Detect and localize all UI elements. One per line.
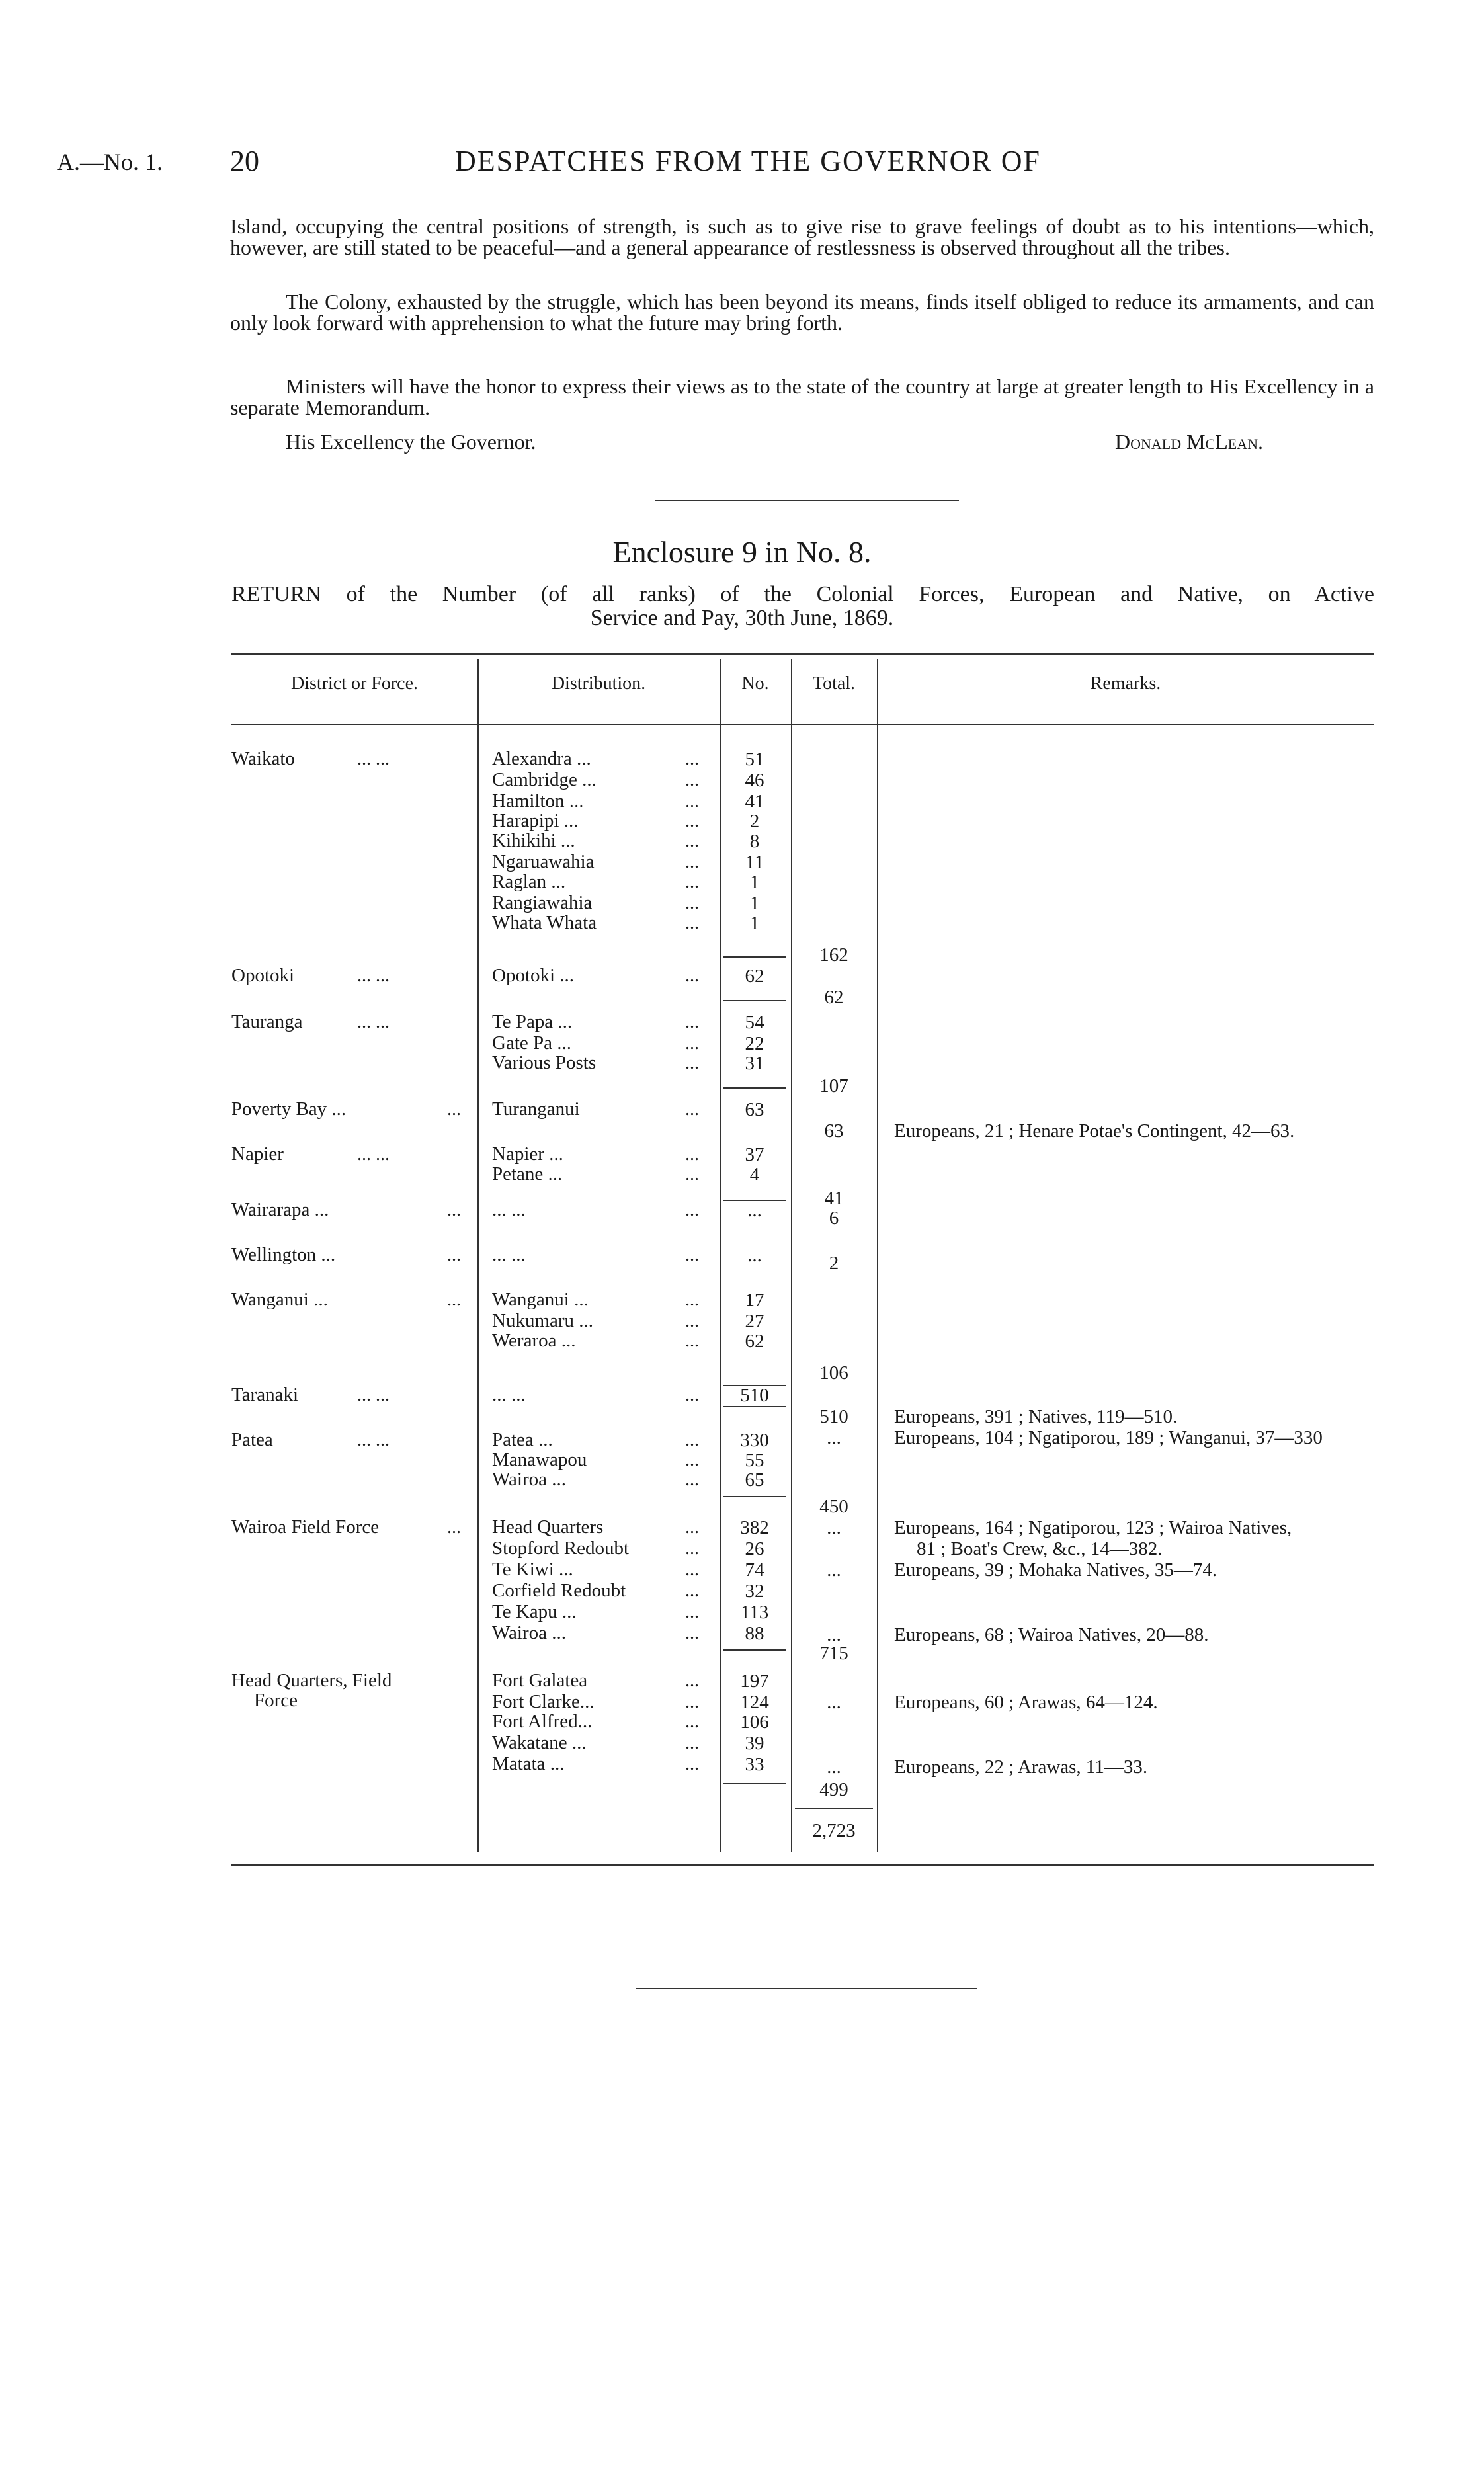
- page-number: 20: [230, 145, 259, 177]
- distribution-count: 1: [749, 913, 760, 934]
- distribution-place: Patea ...: [492, 1429, 553, 1450]
- distribution-count: 62: [745, 1331, 764, 1352]
- total-value: ...: [827, 1517, 841, 1538]
- distribution-place: Turanganui: [492, 1098, 580, 1120]
- total-value: 6: [829, 1208, 839, 1229]
- subtotal-rule: [723, 956, 786, 958]
- distribution-count: 37: [745, 1144, 764, 1165]
- distribution-place: Opotoki ...: [492, 965, 575, 986]
- distribution-count: 11: [745, 852, 764, 873]
- distribution-count: 113: [740, 1602, 769, 1623]
- leader-dots: ...: [685, 1470, 699, 1490]
- distribution-place: Fort Alfred...: [492, 1711, 593, 1732]
- addressee: His Excellency the Governor.: [286, 430, 536, 454]
- distribution-count: 4: [749, 1164, 760, 1185]
- leader-dots: ...: [685, 811, 699, 831]
- distribution-place: Harapipi ...: [492, 810, 579, 831]
- distribution-count: 46: [745, 770, 764, 791]
- total-value: 510: [819, 1406, 848, 1427]
- total-value: 162: [819, 944, 848, 966]
- district-name: Opotoki: [231, 965, 295, 986]
- leader-dots: ...: [685, 831, 699, 851]
- distribution-place: Petane ...: [492, 1163, 563, 1184]
- distribution-place: ... ...: [492, 1199, 526, 1220]
- leader-dots: ...: [685, 1733, 699, 1753]
- district-name: Wellington ...: [231, 1244, 336, 1265]
- distribution-place: Cambridge ...: [492, 769, 597, 790]
- distribution-place: Raglan ...: [492, 871, 566, 892]
- distribution-count: 382: [740, 1517, 769, 1538]
- return-title-line-2: Service and Pay, 30th June, 1869.: [590, 606, 894, 630]
- signature: Donald McLean.: [1115, 430, 1263, 454]
- total-value: 715: [819, 1643, 848, 1664]
- leader-dots: ...: [447, 1245, 461, 1265]
- subtotal-rule: [723, 1783, 786, 1784]
- table-header-rule: [231, 724, 1374, 725]
- remark: Europeans, 391 ; Natives, 119—510.: [894, 1406, 1178, 1427]
- total-value: 499: [819, 1779, 848, 1800]
- distribution-count: 33: [745, 1754, 764, 1775]
- total-value: ...: [827, 1692, 841, 1713]
- district-name: Force: [254, 1690, 298, 1711]
- subtotal-rule: [723, 1406, 786, 1407]
- leader-dots: ...: [685, 1331, 699, 1351]
- table-bottom-rule: [231, 1864, 1374, 1866]
- leader-dots: ... ...: [357, 1012, 390, 1032]
- leader-dots: ...: [685, 1559, 699, 1580]
- intro-paragraph-3: Ministers will have the honor to express their views as to the state of the country at large at greater length to His Excellency in a separate Memorandum.: [230, 374, 1374, 419]
- distribution-place: Rangiawahia: [492, 892, 593, 913]
- column-divider: [877, 659, 878, 1852]
- distribution-count: 1: [749, 893, 760, 914]
- distribution-count: 74: [745, 1559, 764, 1581]
- section-divider: [655, 500, 959, 501]
- intro-paragraph-2: The Colony, exhausted by the struggle, which has been beyond its means, finds itself obliged to reduce its armaments, and can only look forward with apprehension to what the future may bring forth.: [230, 290, 1374, 335]
- distribution-count: 32: [745, 1581, 764, 1602]
- distribution-count: 17: [745, 1290, 764, 1311]
- total-value: 41: [824, 1188, 844, 1209]
- leader-dots: ...: [685, 1623, 699, 1643]
- subtotal-rule: [723, 1000, 786, 1001]
- leader-dots: ...: [685, 1692, 699, 1712]
- leader-dots: ...: [685, 872, 699, 892]
- district-name: Poverty Bay ...: [231, 1098, 347, 1120]
- distribution-count: 31: [745, 1053, 764, 1074]
- leader-dots: ...: [685, 1200, 699, 1220]
- distribution-count: 39: [745, 1733, 764, 1754]
- total-value: 2: [829, 1253, 839, 1274]
- distribution-place: Fort Clarke...: [492, 1691, 595, 1712]
- distribution-count: 51: [745, 749, 764, 770]
- remark: Europeans, 104 ; Ngatiporou, 189 ; Wanganui, 37—330: [894, 1427, 1323, 1448]
- distribution-count: ...: [747, 1245, 762, 1266]
- distribution-count: 62: [745, 966, 764, 987]
- distribution-count: 26: [745, 1538, 764, 1559]
- subtotal-rule: [723, 1385, 786, 1386]
- leader-dots: ...: [685, 1012, 699, 1032]
- leader-dots: ... ...: [357, 749, 390, 769]
- distribution-count: 124: [740, 1692, 769, 1713]
- page-title: DESPATCHES FROM THE GOVERNOR OF: [455, 145, 1041, 177]
- distribution-count: 27: [745, 1311, 764, 1332]
- leader-dots: ...: [685, 1053, 699, 1073]
- leader-dots: ...: [685, 1754, 699, 1774]
- distribution-count: 88: [745, 1623, 764, 1644]
- return-title-line-1: RETURN of the Number (of all ranks) of the Colonial Forces, European and Native, on Active: [231, 582, 1374, 606]
- distribution-place: Wairoa ...: [492, 1469, 567, 1490]
- total-value: 450: [819, 1496, 848, 1517]
- total-value: 106: [819, 1362, 848, 1384]
- district-name: Tauranga: [231, 1011, 303, 1032]
- distribution-count: 2: [749, 811, 760, 832]
- leader-dots: ...: [685, 1144, 699, 1165]
- leader-dots: ...: [685, 1602, 699, 1622]
- header-total: Total.: [812, 673, 856, 694]
- leader-dots: ...: [685, 893, 699, 913]
- district-name: Wairoa Field Force: [231, 1516, 380, 1538]
- leader-dots: ...: [685, 1099, 699, 1120]
- subtotal-rule: [723, 1200, 786, 1201]
- distribution-count: 65: [745, 1470, 764, 1491]
- leader-dots: ...: [685, 1517, 699, 1538]
- distribution-place: Nukumaru ...: [492, 1310, 594, 1331]
- distribution-place: Fort Galatea: [492, 1670, 588, 1691]
- total-value: ...: [827, 1427, 841, 1448]
- leader-dots: ...: [685, 1450, 699, 1470]
- distribution-place: Wakatane ...: [492, 1732, 587, 1753]
- distribution-place: Corfield Redoubt: [492, 1580, 626, 1601]
- leader-dots: ...: [447, 1200, 461, 1220]
- leader-dots: ...: [685, 1164, 699, 1184]
- distribution-place: Napier ...: [492, 1143, 563, 1165]
- leader-dots: ... ...: [357, 1144, 390, 1165]
- district-name: Head Quarters, Field: [231, 1670, 392, 1691]
- distribution-count: 54: [745, 1012, 764, 1033]
- distribution-place: ... ...: [492, 1244, 526, 1265]
- header-distribution: Distribution.: [551, 673, 646, 694]
- distribution-place: Kihikihi ...: [492, 830, 575, 851]
- leader-dots: ... ...: [357, 1430, 390, 1450]
- distribution-count: 197: [740, 1671, 769, 1692]
- total-value: 63: [824, 1120, 844, 1141]
- leader-dots: ...: [685, 770, 699, 790]
- leader-dots: ...: [447, 1517, 461, 1538]
- district-name: Taranaki: [231, 1384, 299, 1405]
- distribution-place: Te Kapu ...: [492, 1601, 577, 1622]
- distribution-count: 8: [749, 831, 760, 852]
- distribution-place: ... ...: [492, 1384, 526, 1405]
- header-district: District or Force.: [290, 673, 419, 694]
- distribution-place: Whata Whata: [492, 912, 597, 933]
- remark: Europeans, 68 ; Wairoa Natives, 20—88.: [894, 1624, 1209, 1645]
- leader-dots: ...: [685, 966, 699, 986]
- leader-dots: ...: [685, 1581, 699, 1601]
- distribution-place: Alexandra ...: [492, 748, 591, 769]
- remark: Europeans, 60 ; Arawas, 64—124.: [894, 1692, 1158, 1713]
- leader-dots: ...: [685, 1671, 699, 1691]
- leader-dots: ...: [447, 1290, 461, 1310]
- remark: Europeans, 21 ; Henare Potae's Contingent, 42—63.: [894, 1120, 1295, 1141]
- leader-dots: ...: [685, 1311, 699, 1331]
- column-divider: [720, 659, 721, 1852]
- remark: Europeans, 39 ; Mohaka Natives, 35—74.: [894, 1559, 1217, 1581]
- column-divider: [477, 659, 479, 1852]
- distribution-count: 22: [745, 1033, 764, 1054]
- distribution-count: ...: [747, 1200, 762, 1221]
- leader-dots: ...: [685, 1538, 699, 1559]
- leader-dots: ...: [685, 749, 699, 769]
- distribution-place: Stopford Redoubt: [492, 1538, 630, 1559]
- leader-dots: ...: [685, 852, 699, 872]
- distribution-place: Wairoa ...: [492, 1622, 567, 1643]
- leader-dots: ...: [685, 1245, 699, 1265]
- distribution-place: Weraroa ...: [492, 1330, 576, 1351]
- distribution-count: 106: [740, 1712, 769, 1733]
- district-name: Napier: [231, 1143, 284, 1165]
- district-name: Wairarapa ...: [231, 1199, 329, 1220]
- distribution-place: Various Posts: [492, 1052, 597, 1073]
- header-remarks: Remarks.: [1090, 673, 1161, 694]
- remark: Europeans, 164 ; Ngatiporou, 123 ; Wairoa Natives,: [894, 1517, 1292, 1538]
- remark: 81 ; Boat's Crew, &c., 14—382.: [917, 1538, 1163, 1559]
- subtotal-rule: [723, 1496, 786, 1497]
- distribution-place: Ngaruawahia: [492, 851, 595, 872]
- subtotal-rule: [723, 1649, 786, 1651]
- distribution-place: Wanganui ...: [492, 1289, 589, 1310]
- total-value: ...: [827, 1559, 841, 1581]
- leader-dots: ... ...: [357, 966, 390, 986]
- grand-total: 2,723: [812, 1820, 856, 1841]
- leader-dots: ...: [685, 791, 699, 811]
- district-name: Waikato: [231, 748, 295, 769]
- distribution-count: 510: [740, 1385, 769, 1406]
- distribution-count: 63: [745, 1099, 764, 1120]
- enclosure-heading: Enclosure 9 in No. 8.: [612, 535, 872, 569]
- leader-dots: ...: [685, 1712, 699, 1732]
- leader-dots: ...: [685, 1290, 699, 1310]
- distribution-place: Te Kiwi ...: [492, 1559, 573, 1580]
- leader-dots: ... ...: [357, 1385, 390, 1405]
- total-value: ...: [827, 1624, 841, 1645]
- distribution-place: Manawapou: [492, 1449, 587, 1470]
- distribution-count: 55: [745, 1450, 764, 1471]
- total-value: 62: [824, 987, 844, 1008]
- document-code: A.—No. 1.: [57, 149, 163, 175]
- distribution-place: Te Papa ...: [492, 1011, 573, 1032]
- remark: Europeans, 22 ; Arawas, 11—33.: [894, 1757, 1148, 1778]
- distribution-place: Hamilton ...: [492, 790, 584, 811]
- total-rule: [795, 1808, 873, 1809]
- leader-dots: ...: [685, 1430, 699, 1450]
- distribution-count: 330: [740, 1430, 769, 1451]
- total-value: ...: [827, 1757, 841, 1778]
- subtotal-rule: [723, 1087, 786, 1089]
- distribution-count: 41: [745, 791, 764, 812]
- leader-dots: ...: [685, 1033, 699, 1054]
- column-divider: [791, 659, 792, 1852]
- header-no: No.: [741, 673, 769, 694]
- distribution-place: Matata ...: [492, 1753, 565, 1774]
- intro-paragraph-1: Island, occupying the central positions of strength, is such as to give rise to grave feelings of doubt as to his intentions—which, however, are still stated to be peaceful—and a general appearance of restlessness is observed throughout all the tribes.: [230, 214, 1374, 259]
- table-top-rule: [231, 653, 1374, 655]
- distribution-place: Head Quarters: [492, 1516, 604, 1538]
- leader-dots: ...: [685, 913, 699, 933]
- distribution-place: Gate Pa ...: [492, 1032, 571, 1054]
- district-name: Patea: [231, 1429, 273, 1450]
- total-value: 107: [819, 1075, 848, 1097]
- district-name: Wanganui ...: [231, 1289, 328, 1310]
- leader-dots: ...: [685, 1385, 699, 1405]
- leader-dots: ...: [447, 1099, 461, 1120]
- end-divider: [636, 1988, 977, 1989]
- distribution-count: 1: [749, 872, 760, 893]
